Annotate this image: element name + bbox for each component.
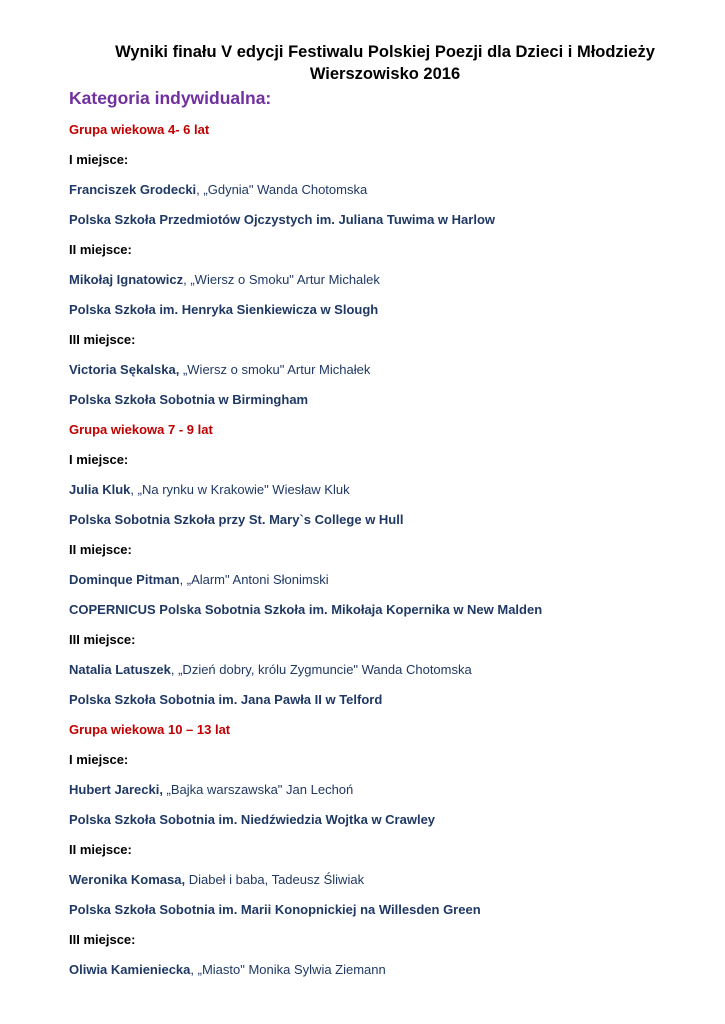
participant-entry xyxy=(69,571,329,589)
poem-info: , „Na rynku w Krakowie" Wiesław Kluk xyxy=(130,482,350,497)
participant-entry xyxy=(69,271,380,289)
age-group-heading: Grupa wiekowa 7 - 9 lat xyxy=(69,422,213,437)
place-heading: I miejsce: xyxy=(69,452,129,467)
participant-entry xyxy=(69,181,367,199)
school-name: Polska Szkoła Przedmiotów Ojczystych im. Juliana Tuwima w Harlow xyxy=(69,212,495,227)
school-name: Polska Szkoła Sobotnia im. Marii Konopnickiej na Willesden Green xyxy=(69,902,481,917)
document-title-line-1: Wyniki finału V edycji Festiwalu Polskiej Poezji dla Dzieci i Młodzieży xyxy=(115,43,655,61)
school-name: Polska Szkoła im. Henryka Sienkiewicza w Slough xyxy=(69,302,379,317)
place-heading: I miejsce: xyxy=(69,752,129,767)
poem-info: , „Dzień dobry, królu Zygmuncie" Wanda Chotomska xyxy=(170,662,472,677)
place-heading: II miejsce: xyxy=(69,242,132,257)
place-heading: III miejsce: xyxy=(69,632,136,647)
participant-name: Hubert Jarecki, xyxy=(69,782,163,797)
participant-entry xyxy=(69,871,364,889)
participant-name: Franciszek Grodecki xyxy=(69,182,197,197)
age-group-heading: Grupa wiekowa 4- 6 lat xyxy=(69,122,210,137)
participant-entry xyxy=(69,481,350,499)
poem-info: , „Wiersz o Smoku" Artur Michalek xyxy=(183,272,380,287)
participant-entry xyxy=(69,361,370,379)
place-heading: II miejsce: xyxy=(69,542,132,557)
participant-name: Mikołaj Ignatowicz xyxy=(69,272,184,287)
school-name: Polska Sobotnia Szkoła przy St. Mary`s College w Hull xyxy=(69,512,404,527)
poem-info: Diabeł i baba, Tadeusz Śliwiak xyxy=(185,872,365,887)
poem-info: , „Miasto" Monika Sylwia Ziemann xyxy=(190,962,386,977)
participant-entry xyxy=(69,961,386,979)
participant-name: Julia Kluk xyxy=(69,482,131,497)
place-heading: III miejsce: xyxy=(69,332,136,347)
place-heading: III miejsce: xyxy=(69,932,136,947)
age-group-heading: Grupa wiekowa 10 – 13 lat xyxy=(69,722,231,737)
school-name: Polska Szkoła Sobotnia im. Jana Pawła II w Telford xyxy=(69,692,383,707)
participant-name: Natalia Latuszek xyxy=(69,662,171,677)
poem-info: „Wiersz o smoku" Artur Michałek xyxy=(179,362,371,377)
school-name: Polska Szkoła Sobotnia w Birmingham xyxy=(69,392,309,407)
school-name: Polska Szkoła Sobotnia im. Niedźwiedzia Wojtka w Crawley xyxy=(69,812,436,827)
participant-name: Weronika Komasa, xyxy=(69,872,186,887)
poem-info: , „Gdynia" Wanda Chotomska xyxy=(196,182,368,197)
participant-name: Dominque Pitman xyxy=(69,572,180,587)
category-heading: Kategoria indywidualna: xyxy=(69,88,272,108)
poem-info: , „Alarm" Antoni Słonimski xyxy=(179,572,329,587)
poem-info: „Bajka warszawska" Jan Lechoń xyxy=(162,782,354,797)
participant-entry xyxy=(69,661,472,679)
participant-name: Victoria Sękalska, xyxy=(69,362,180,377)
school-name: COPERNICUS Polska Sobotnia Szkoła im. Mikołaja Kopernika w New Malden xyxy=(69,602,543,617)
place-heading: II miejsce: xyxy=(69,842,132,857)
document-title-line-2: Wierszowisko 2016 xyxy=(309,65,461,83)
participant-entry xyxy=(69,781,353,799)
participant-name: Oliwia Kamieniecka xyxy=(69,962,191,977)
place-heading: I miejsce: xyxy=(69,152,129,167)
